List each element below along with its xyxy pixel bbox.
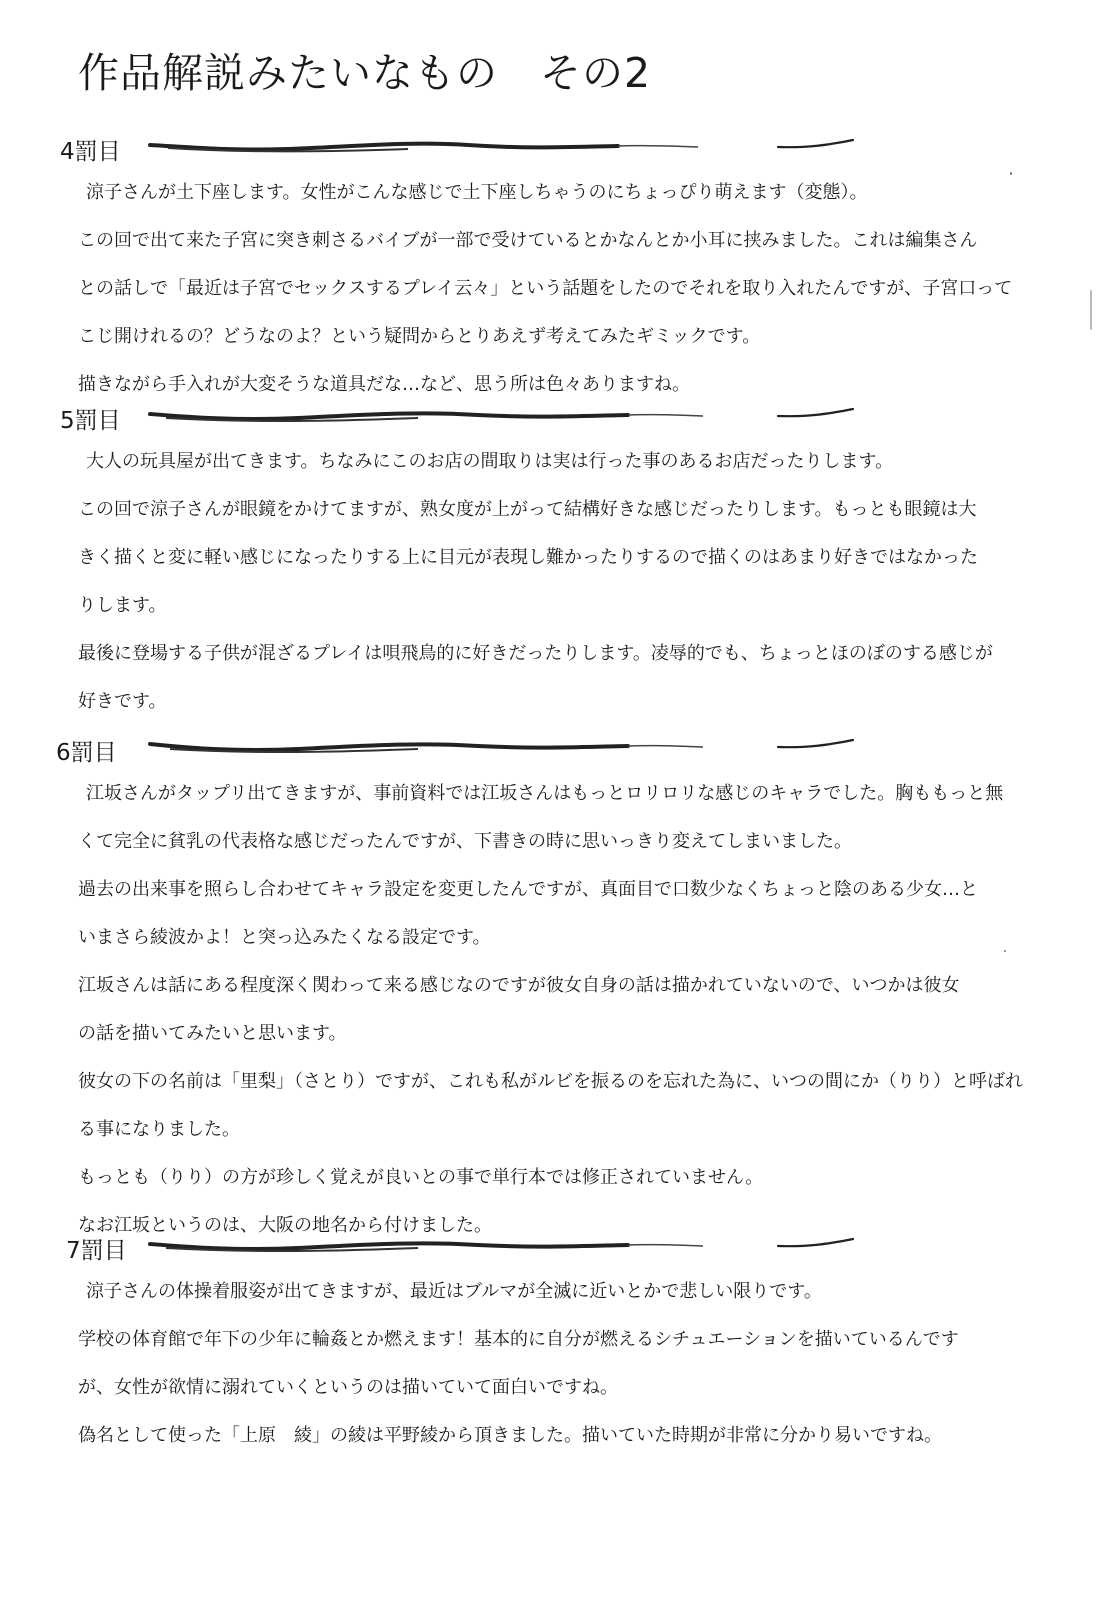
text-line: る事になりました。 [78, 1119, 240, 1140]
brush-divider [148, 137, 868, 159]
text-line: もっとも（りり）の方が珍しく覚えが良いとの事で単行本では修正されていません。 [78, 1167, 764, 1188]
text-line: が、女性が欲情に溺れていくというのは描いていて面白いですね。 [78, 1377, 618, 1398]
section-heading: 5罰目 [60, 408, 121, 434]
text-line: いまさら綾波かよ！と突っ込みたくなる設定です。 [78, 927, 491, 948]
text-line: こじ開けれるの？どうなのよ？という疑問からとりあえず考えてみたギミックです。 [78, 326, 761, 347]
section-heading: 7罰目 [66, 1238, 127, 1264]
brush-divider [148, 1236, 868, 1258]
text-line: 偽名として使った「上原 綾」の綾は平野綾から頂きました。描いていた時期が非常に分かり易いですね。 [78, 1425, 942, 1446]
text-line: くて完全に貧乳の代表格な感じだったんですが、下書きの時に思いっきり変えてしまいました。 [78, 831, 852, 852]
text-line: この回で涼子さんが眼鏡をかけてますが、熟女度が上がって結構好きな感じだったりします。もっとも眼鏡は大 [78, 499, 977, 520]
text-line: この回で出て来た子宮に突き刺さるバイブが一部で受けているとかなんとか小耳に挟みました。これは編集さん [78, 230, 978, 251]
section-body [78, 169, 1038, 409]
text-line: 涼子さんの体操着服姿が出てきますが、最近はブルマが全滅に近いとかで悲しい限りです。 [86, 1281, 822, 1302]
section-heading: 4罰目 [60, 139, 121, 165]
text-line: 彼女の下の名前は「里梨」（さとり）ですが、これも私がルビを振るのを忘れた為に、いつの間にか（りり）と呼ばれ [78, 1071, 1023, 1092]
text-line: 最後に登場する子供が混ざるプレイは唄飛鳥的に好きだったりします。凌辱的でも、ちょっとほのぼのする感じが [78, 643, 993, 664]
scan-speck [1090, 290, 1092, 330]
text-line: 涼子さんが土下座します。女性がこんな感じで土下座しちゃうのにちょっぴり萌えます（変態）。 [86, 182, 868, 203]
text-line: 学校の体育館で年下の少年に輪姦とか燃えます！基本的に自分が燃えるシチュエーションを描いているんです [78, 1329, 959, 1350]
text-line: との話しで「最近は子宮でセックスするプレイ云々」という話題をしたのでそれを取り入れたんですが、子宮口って [78, 278, 1013, 299]
text-line: きく描くと変に軽い感じになったりする上に目元が表現し難かったりするので描くのはあまり好きではなかった [78, 547, 978, 568]
text-line: 描きながら手入れが大変そうな道具だな…など、思う所は色々ありますね。 [78, 374, 690, 395]
text-line: りします。 [78, 595, 167, 616]
brush-divider [148, 406, 868, 428]
section-body [78, 770, 1038, 1250]
text-line: 過去の出来事を照らし合わせてキャラ設定を変更したんですが、真面目で口数少なくちょっと陰のある少女…と [78, 879, 978, 900]
section-body [78, 438, 1038, 726]
section-heading: 6罰目 [56, 740, 117, 766]
scan-speck [1010, 172, 1012, 175]
text-line: 江坂さんは話にある程度深く関わって来る感じなのですが彼女自身の話は描かれていないので、いつかは彼女 [78, 975, 960, 996]
section-body [78, 1268, 1038, 1460]
text-line: 大人の玩具屋が出てきます。ちなみにこのお店の間取りは実は行った事のあるお店だったりします。 [86, 451, 894, 472]
text-line: の話を描いてみたいと思います。 [78, 1023, 347, 1044]
text-line: 江坂さんがタップリ出てきますが、事前資料では江坂さんはもっとロリロリな感じのキャラでした。胸ももっと無 [86, 783, 1004, 804]
text-line: 好きです。 [78, 691, 167, 712]
brush-divider [148, 738, 868, 760]
scan-speck [1004, 950, 1006, 952]
text-line: なお江坂というのは、大阪の地名から付けました。 [78, 1215, 492, 1236]
page-title: 作品解説みたいなもの その2 [78, 49, 652, 97]
